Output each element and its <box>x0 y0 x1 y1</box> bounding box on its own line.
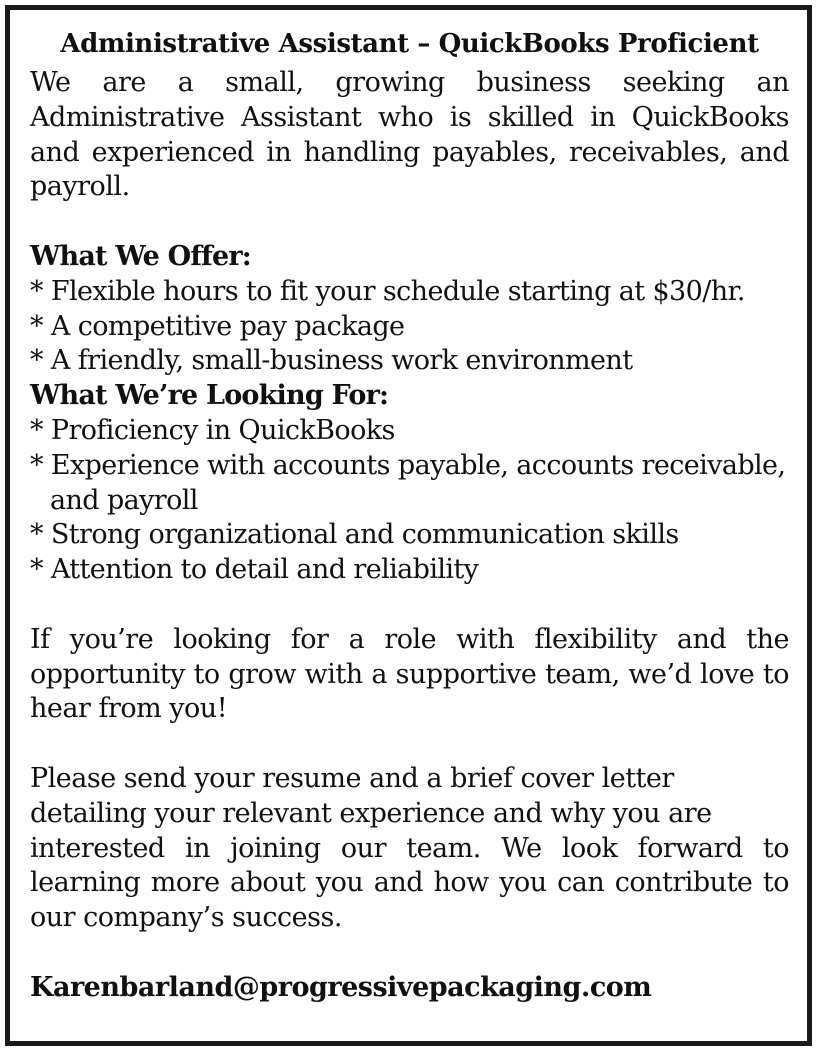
looking-heading: What We’re Looking For: <box>30 380 389 412</box>
contact-email[interactable]: Karenbarland@progressivepackaging.com <box>30 971 652 1003</box>
list-item: * Attention to detail and reliability <box>30 554 479 586</box>
list-item: * Experience with accounts payable, accounts receivable, and payroll <box>30 449 786 516</box>
ad-title: Administrative Assistant – QuickBooks Proficient <box>60 29 759 59</box>
list-item: * A competitive pay package <box>30 310 405 342</box>
apply-line: detailing your relevant experience and why you are <box>30 797 712 829</box>
list-item: * Proficiency in QuickBooks <box>30 414 395 446</box>
apply-line: Please send your resume and a brief cover letter <box>30 762 674 794</box>
apply-rest: interested in joining our team. We look forward to learning more about you and how you can contribute to our company’s success. <box>30 832 789 934</box>
looking-list <box>30 414 789 588</box>
closing-paragraph: If you’re looking for a role with flexibility and the opportunity to grow with a supportive team, we’d love to hear from you! <box>30 623 789 725</box>
list-item: * Strong organizational and communication skills <box>30 519 679 551</box>
list-item: * A friendly, small-business work environment <box>30 345 633 377</box>
apply-paragraph <box>30 762 789 936</box>
offer-list <box>30 275 789 379</box>
list-item: * Flexible hours to fit your schedule starting at $30/hr. <box>30 275 745 307</box>
intro-paragraph: We are a small, growing business seeking an Administrative Assistant who is skilled in QuickBooks and experienced in handling payables, receivables, and payroll. <box>30 67 789 203</box>
ad-border <box>5 5 812 1046</box>
ad-content <box>30 30 789 1006</box>
offer-heading: What We Offer: <box>30 240 251 272</box>
